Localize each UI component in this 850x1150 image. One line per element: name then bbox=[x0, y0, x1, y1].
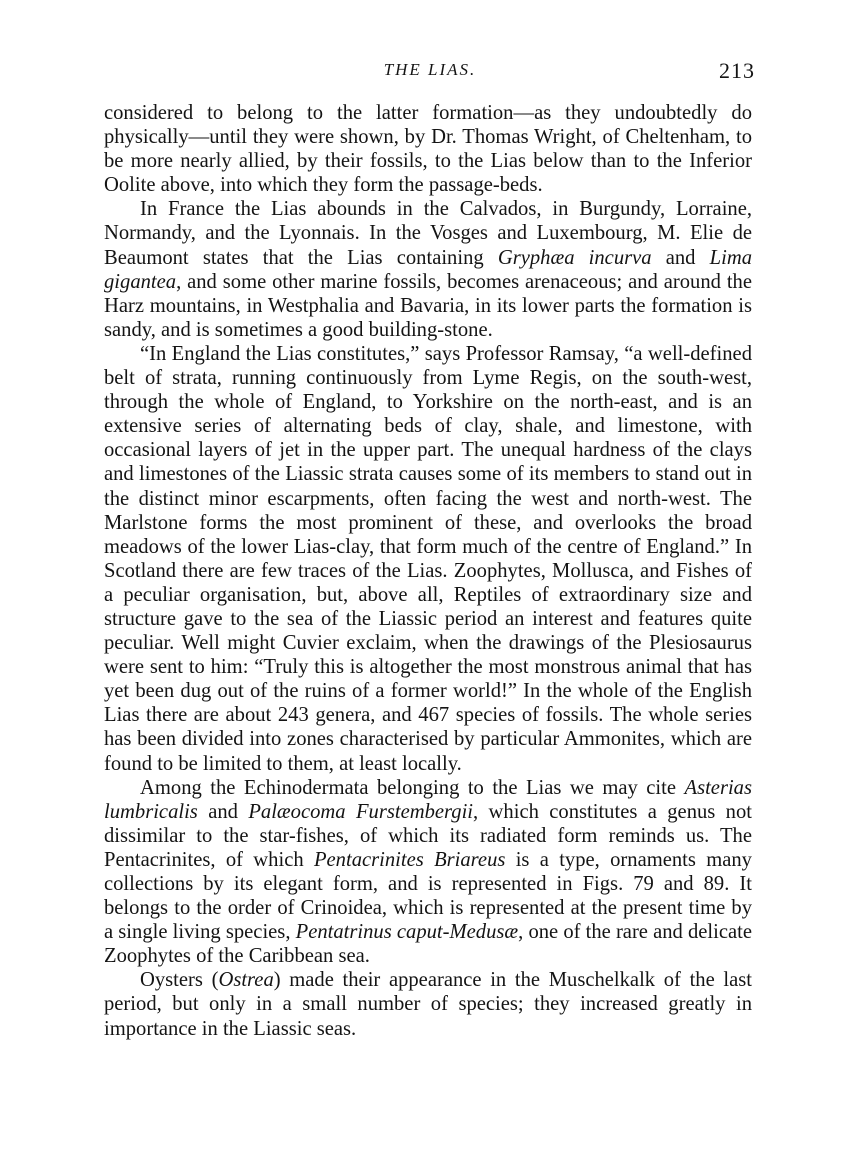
body-text bbox=[104, 101, 752, 1041]
species-name: Lima gigantea bbox=[104, 246, 753, 293]
running-header bbox=[105, 60, 755, 90]
species-name: Pentacrinites Briareus bbox=[313, 848, 506, 871]
text-segment: , one of the rare and delicate Zoophytes of the Caribbean sea. bbox=[104, 921, 753, 968]
text-segment: In France the Lias abounds in the Calvados, in Burgundy, Lorraine, Normandy, and the Lyonnais. In the Vosges and Luxembourg, M. Elie de Beaumont states that the Lias containing bbox=[104, 198, 752, 269]
paragraph-england bbox=[104, 342, 752, 776]
species-name: Asterias lumbricalis bbox=[104, 776, 752, 823]
page-number: 213 bbox=[719, 58, 755, 83]
paragraph-oysters bbox=[104, 968, 752, 1040]
text-segment: Oysters ( bbox=[140, 969, 219, 992]
text-segment: , which constitutes a genus not dissimilar to the star-fishes, of which its radiated form reminds us. The Pentacrinites, of which bbox=[104, 800, 752, 871]
text-segment: and bbox=[197, 800, 249, 823]
running-title: THE LIAS. bbox=[383, 60, 477, 79]
species-name: Palæocoma Furstembergii bbox=[248, 800, 474, 823]
text-segment: “In England the Lias constitutes,” says Professor Ramsay, “a well-defined belt of strata, running continuously from Lyme Regis, on the south-west, through the whole of England, to Yorkshire on the north-east, and is an extensive series of alternating beds of clay, shale, and limestone, with occasional layers of jet in the upper part. The unequal hardness of the clays and limestones of the Liassic strata causes some of its members to stand out in the distinct minor escarpments, often facing the west and north-west. The Marlstone forms the most prominent of these, and overlooks the broad meadows of the lower Lias-clay, that form much of the centre of England.” In Scotland there are few traces of the Lias. Zoophytes, Mollusca, and Fishes of a peculiar organisation, but, above all, Reptiles of extraordinary size and structure gave to the sea of the Liassic period an interest and features quite peculiar. Well might Cuvier exclaim, when the drawings of the Plesiosaurus were sent to him: “Truly this is altogether the most monstrous animal that has yet been dug out of the ruins of a former world!” In the whole of the English Lias there are about 243 genera, and 467 species of fossils. The whole series has been divided into zones characterised by particular Ammonites, which are found to be limited to them, at least locally. bbox=[104, 342, 752, 775]
species-name: Pentatrinus caput-Medusæ bbox=[295, 921, 519, 944]
paragraph-echinodermata bbox=[104, 776, 752, 969]
genus-name: Ostrea bbox=[218, 969, 274, 992]
text-segment: , and some other marine fossils, becomes arenaceous; and around the Harz mountains, in Westphalia and Bavaria, in its lower parts the formation is sandy, and is sometimes a good building-stone. bbox=[104, 270, 752, 341]
text-segment: Among the Echinodermata belonging to the Lias we may cite bbox=[140, 776, 685, 799]
paragraph-france bbox=[104, 197, 752, 342]
text-segment: and bbox=[651, 246, 710, 269]
text-segment: ) made their appearance in the Muschelkalk of the last period, but only in a small number of species; they increased greatly in importance in the Liassic seas. bbox=[104, 969, 752, 1040]
paragraph-continued bbox=[104, 101, 752, 197]
text-segment: considered to belong to the latter formation—as they undoubtedly do physically—until they were shown, by Dr. Thomas Wright, of Cheltenham, to be more nearly allied, by their fossils, to the Lias below than to the Inferior Oolite above, into which they form the passage-beds. bbox=[104, 102, 752, 197]
text-segment: is a type, ornaments many collections by its elegant form, and is represented in Figs. 79 and 89. It belongs to the order of Crinoidea, which is represented at the present time by a single living species, bbox=[104, 848, 752, 944]
species-name: Gryphæa incurva bbox=[497, 246, 652, 269]
